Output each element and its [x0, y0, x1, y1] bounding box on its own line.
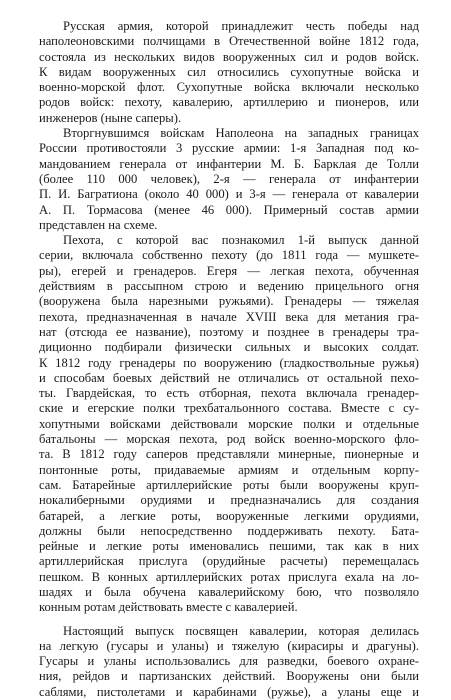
text-line: мандованием генерала от инфантерии М. Б. Барклая де Толли	[39, 156, 419, 171]
text-line: Пехота, с которой вас познакомил 1-й выпуск данной	[63, 233, 419, 248]
text-line: ские и егерские полки трехбатальонного состава. Вместе с су-	[39, 401, 419, 416]
text-line: батарей, а легкие роты, вооруженные легкими орудиями,	[39, 508, 419, 523]
text-line: та. В 1812 году саперов представляли минерные, пионерные и	[39, 447, 419, 462]
text-line: пешком. В конных артиллерийских ротах прислуга ехала на ло-	[39, 569, 419, 584]
text-line: военно-морской флот. Сухопутные войска включали несколько	[39, 80, 419, 95]
text-line: ры), егерей и гренадеров. Егеря — легкая пехота, обученная	[39, 263, 419, 278]
text-line: артиллерийская прислуга (орудийные расчеты) перемещалась	[39, 554, 419, 569]
text-line: представлен на схеме.	[39, 217, 158, 232]
text-line: инженеров (ныне саперы).	[39, 110, 182, 125]
text-line: батальоны — морская пехота, род войск военно-морского фло-	[39, 432, 419, 447]
text-line: рейные и легкие роты именовались пешими, так как в них	[39, 539, 419, 554]
text-line: серии, включала собственно пехоту (до 1811 года — мушкете-	[39, 248, 419, 263]
paragraph-infantry	[39, 233, 419, 615]
text-line: П. И. Багратиона (около 40 000) и 3-я — генерала от кавалерии	[39, 187, 419, 202]
text-line: пехота, предназначенная в начале XVIII века для метания гра-	[39, 309, 419, 324]
text-line: родов войск: пехоту, кавалерию, артиллерию и пионеров, или	[39, 95, 419, 110]
text-line: Русская армия, которой принадлежит честь победы над	[63, 19, 419, 33]
text-line: саблями, пистолетами и карабинами (ружье), а уланы еще и	[39, 684, 419, 699]
text-line: на легкую (гусары и уланы) и тяжелую (кирасиры и драгуны).	[39, 638, 419, 653]
text-line: хопутными войсками действовали морские полки и отдельные	[39, 416, 419, 431]
text-line: шадях и была обучена кавалерийскому бою, что позволяло	[39, 584, 419, 599]
text-line: понтонные роты, придаваемые армиям и отдельным корпу-	[39, 462, 419, 477]
text-line: Настоящий выпуск посвящен кавалерии, которая делилась	[63, 623, 419, 638]
section-gap	[39, 616, 419, 624]
text-line: Гусары и уланы использовались для разведки, боевого охране-	[39, 654, 419, 669]
text-line: диционно подбирали физически сильных и высоких солдат.	[39, 340, 419, 355]
document-page	[39, 19, 419, 700]
text-line: А. П. Тормасова (менее 46 000). Примерный состав армии	[39, 202, 419, 217]
text-line: К 1812 году гренадеры по вооружению (гладкоствольные ружья)	[39, 355, 419, 370]
text-line: действиям в рассыпном строю и ведению прицельного огня	[39, 279, 419, 294]
text-line: России противостояли 3 русские армии: 1-я Западная под ко-	[39, 141, 419, 156]
text-line: (более 110 000 человек), 2-я — генерала от инфантерии	[39, 171, 419, 186]
text-line: состояла из нескольких видов вооруженных сил и родов войск.	[39, 49, 419, 64]
text-line: ты. Гвардейская, то есть отборная, пехота включала гренадер-	[39, 386, 419, 401]
text-line: К видам вооруженных сил относились сухопутные войска и	[39, 64, 419, 79]
paragraph-three-armies	[39, 126, 419, 233]
text-line: и способам боевых действий не отличались от остальной пехо-	[39, 370, 419, 385]
text-line: сам. Батарейные артиллерийские роты были вооружены круп-	[39, 477, 419, 492]
text-line: (вооружена была нарезными ружьями). Гренадеры — тяжелая	[39, 294, 419, 309]
text-line: нокалиберными орудиями и предназначались для создания	[39, 493, 419, 508]
text-line: ния, рейдов и партизанских действий. Вооружены они были	[39, 669, 419, 684]
text-line: должны были непосредственно поддерживать пехоту. Бата-	[39, 523, 419, 538]
text-line: нат (отсюда ее название), поэтому и позднее в гренадеры тра-	[39, 324, 419, 339]
text-line: Вторгнувшимся войскам Наполеона на западных границах	[63, 126, 419, 141]
text-line: наполеоновскими полчищами в Отечественной войне 1812 года,	[39, 34, 419, 49]
text-line: конным ротам действовать вместе с кавалерией.	[39, 600, 298, 615]
paragraph-army-composition	[39, 19, 419, 126]
paragraph-cavalry	[39, 624, 419, 700]
